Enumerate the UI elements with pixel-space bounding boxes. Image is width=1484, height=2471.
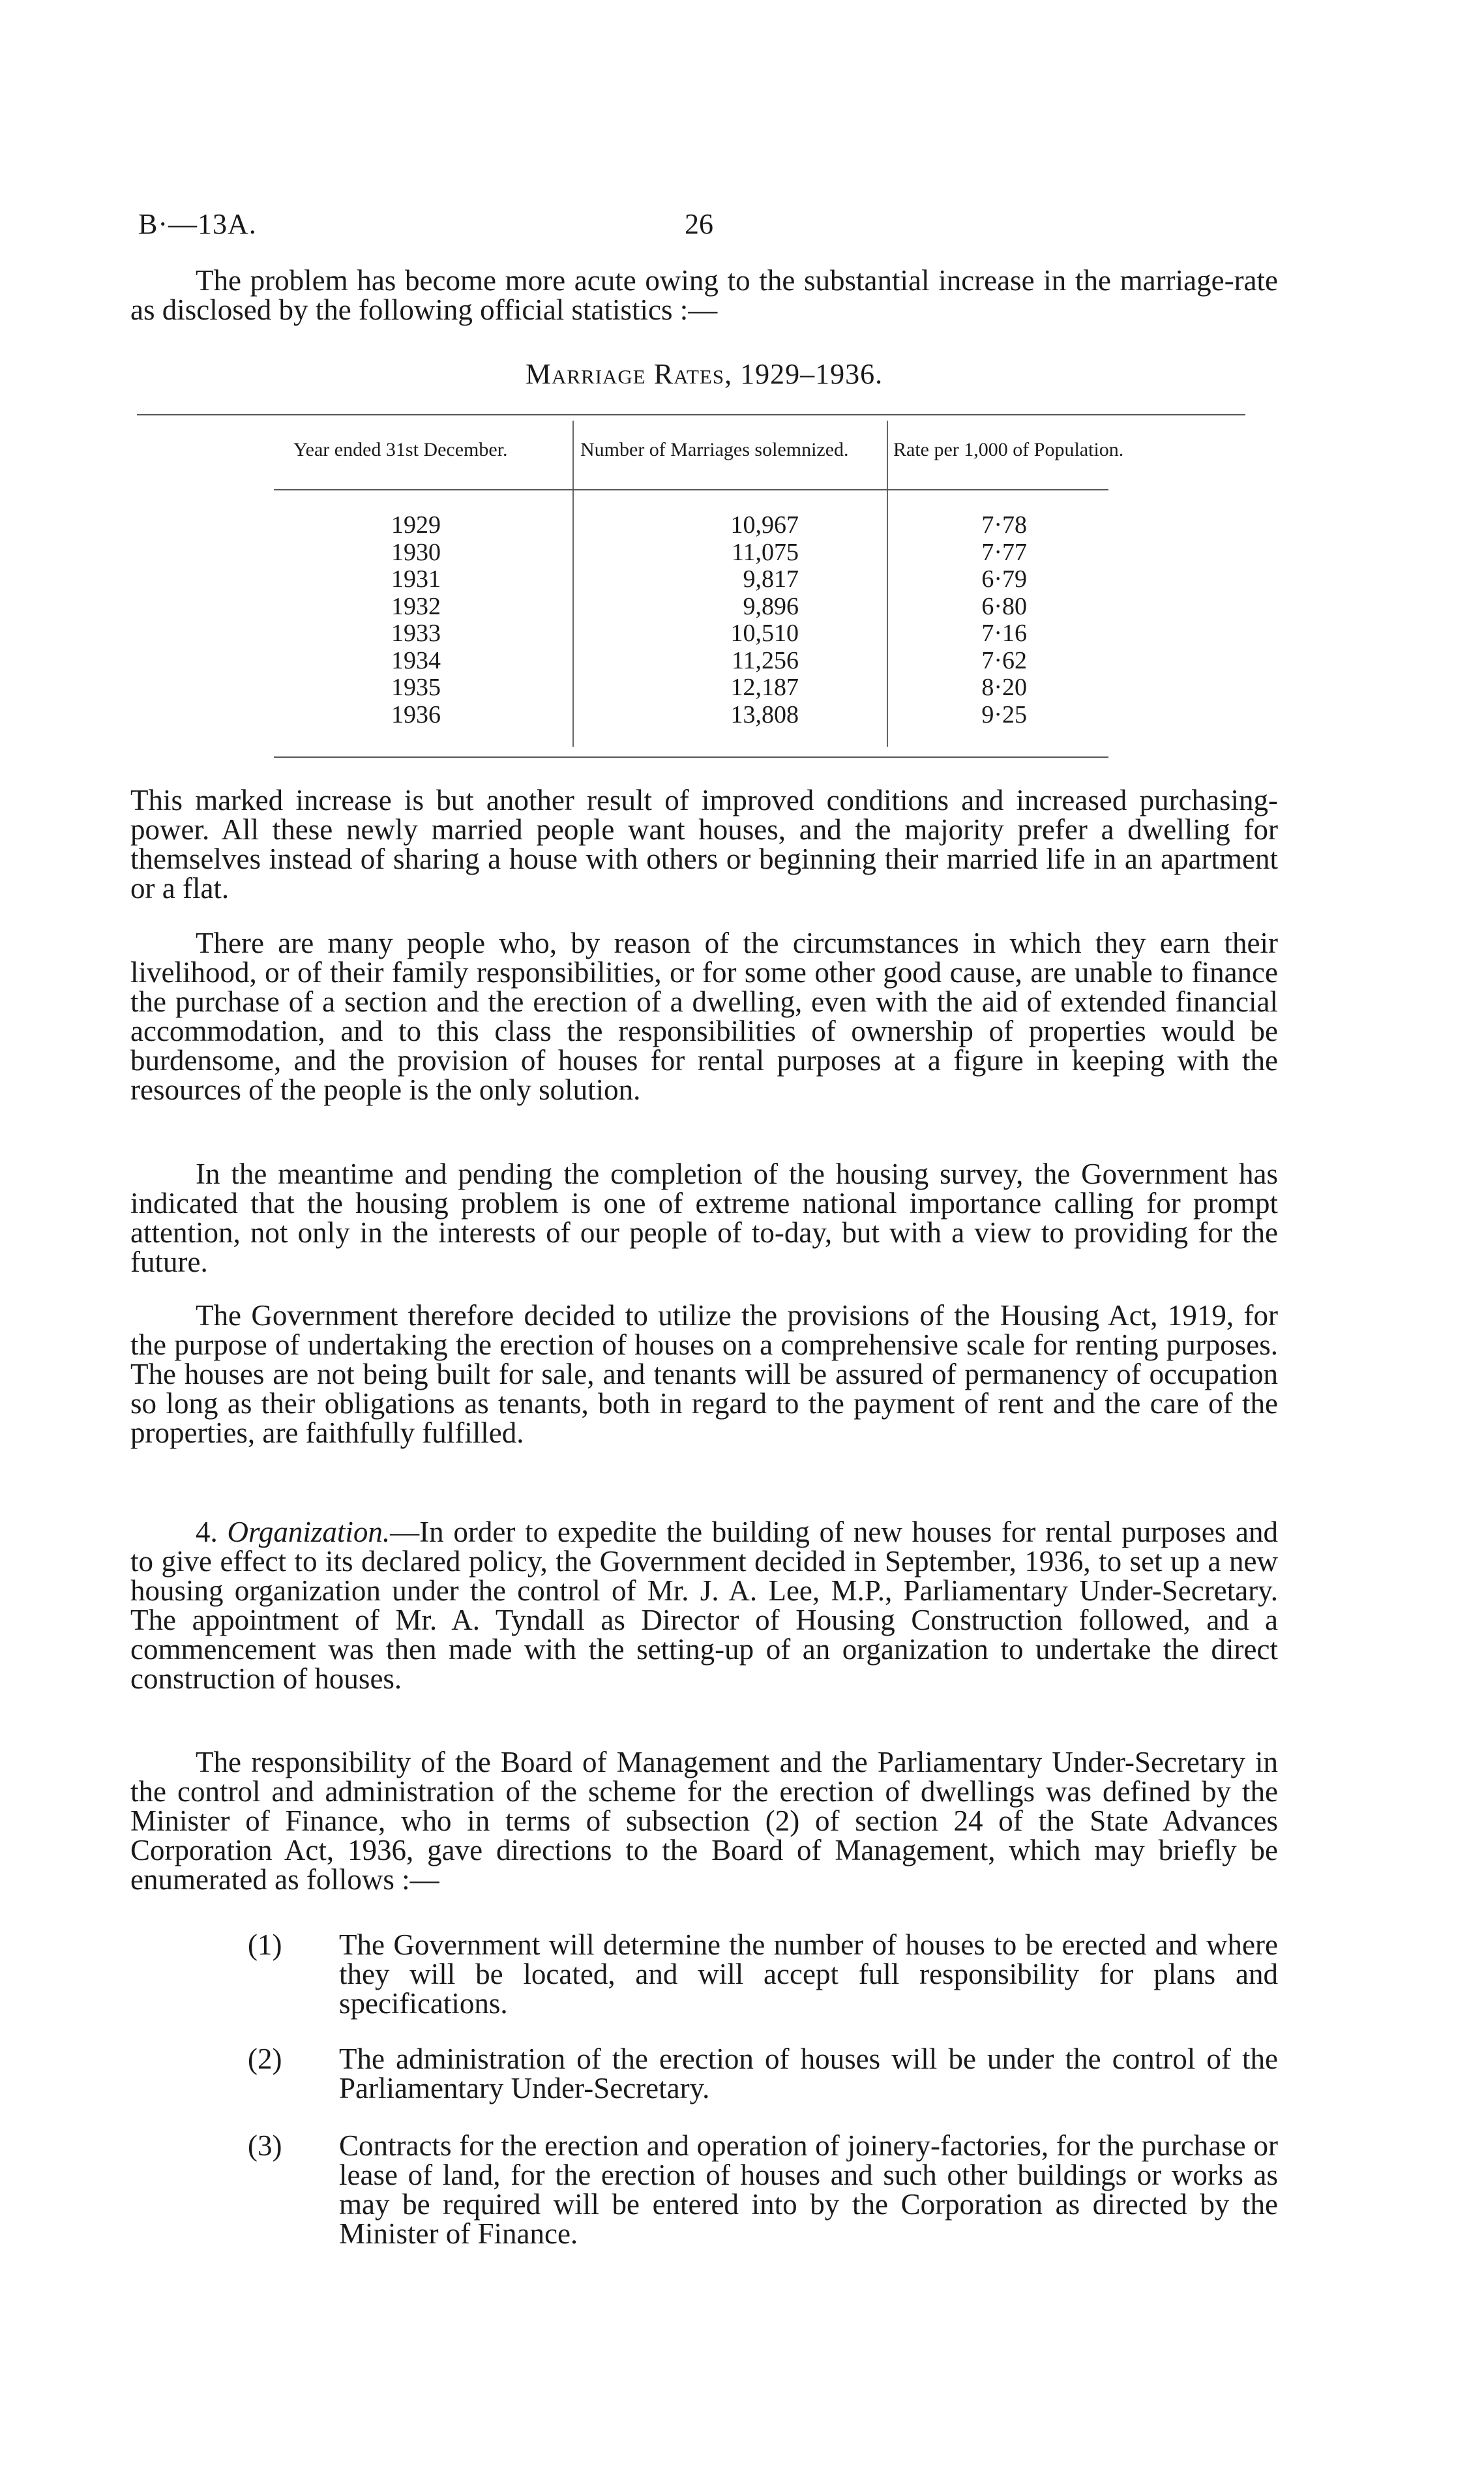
table-cell-year: 1930 [391,538,441,566]
table-cell-rate: 7·62 [981,646,1027,674]
table-cell-rate: 9·25 [981,700,1027,728]
table-top-rule [137,414,1245,415]
rate-column [955,512,1027,728]
table-cell-marriages: 11,075 [731,538,799,566]
table-cell-year: 1933 [391,620,441,647]
paragraph [130,786,1278,903]
list-item [248,2131,1278,2249]
section-body: —In order to expedite the building of new houses for rental purposes and to give effect to its declared policy, the Government decided in September, 1936, to set up a new housing organization under the control of Mr. J. A. Lee, M.P., Parliamentary Under-Secretary. The appointment of Mr. A. Tyndall as Director of Housing Construction followed, and a commencement was then made with the setting-up of an organization to undertake the direct construction of houses. [130,1516,1279,1695]
column-header-rate: Rate per 1,000 of Population. [893,439,1124,460]
year-column [391,512,469,728]
table-cell-marriages: 10,510 [730,620,799,647]
paragraph-text: In the meantime and pending the completion of the housing survey, the Government has indicated that the housing problem is one of extreme national importance calling for prompt attention, not only in the interests of our people of to-day, but with a view to providing for the future. [130,1158,1278,1278]
table-cell-rate: 7·16 [981,620,1027,647]
list-item-body [248,2044,1278,2103]
section-number: 4. [196,1516,218,1548]
table-cell-rate: 6·80 [981,592,1027,620]
paragraph-text: The responsibility of the Board of Management and the Parliamentary Under-Secretary in the control and administration of the scheme for the erection of dwellings was defined by the Minister of Finance, who in terms of subsection (2) of section 24 of the State Advances Corporation Act, 1936, gave directions to the Board of Management, which may briefly be enumerated as follows :— [130,1746,1278,1896]
table-cell-rate: 8·20 [981,674,1027,701]
table-cell-marriages: 9,896 [743,592,799,620]
table-cell-marriages: 10,967 [730,511,799,539]
paragraph-text: There are many people who, by reason of the circumstances in which they earn their livelihood, or of their family responsibilities, or for some other good cause, are unable to finance the purchase of a section and the erection of a dwelling, even with the aid of extended financial accommodation, and to this class the responsibilities of ownership of properties would be burdensome, and the provision of houses for rental purposes at a figure in keeping with the resources of the people is the only solution. [130,927,1278,1106]
table-cell-rate: 7·78 [981,511,1027,539]
list-item-body [248,1930,1278,2018]
table-header-rule [274,489,1108,490]
column-header-marriages: Number of Marriages solemnized. [580,439,849,460]
table-cell-marriages: 9,817 [743,565,799,593]
table-cell-marriages: 11,256 [731,646,799,674]
column-divider-1 [572,421,574,747]
list-item-label: (2) [248,2043,282,2075]
table-cell-year: 1929 [391,511,441,539]
list-item [248,1930,1278,2018]
table-cell-marriages: 13,808 [730,700,799,728]
page-number: 26 [685,208,713,240]
table-cell-marriages: 12,187 [730,674,799,701]
list-item [248,2044,1278,2103]
list-item-body [248,2131,1278,2249]
table-cell-year: 1935 [391,674,441,701]
paragraph [130,1748,1278,1894]
table-title: Marriage Rates, 1929–1936. [525,358,883,390]
intro-text: The problem has become more acute owing to the substantial increase in the marriage-rate as disclosed by the following official statistics :— [130,264,1278,326]
paragraph-text: This marked increase is but another result of improved conditions and increased purchasing-power. All these newly married people want houses, and the majority prefer a dwelling for themselves instead of sharing a house with others or beginning their married life in an apartment or a flat. [130,784,1278,905]
table-cell-year: 1932 [391,592,441,620]
list-item-text: The Government will determine the number of houses to be erected and where they will be located, and will accept full responsibility for plans and specifications. [339,1928,1278,2020]
list-item-text: Contracts for the erection and operation of joinery-factories, for the purchase or lease of land, for the erection of houses and such other buildings or works as may be required will be entered into by the Corporation as directed by the Minister of Finance. [339,2129,1278,2250]
marriages-column [632,512,799,728]
document-reference: B·—13A. [138,208,257,240]
paragraph-text: The Government therefore decided to utilize the provisions of the Housing Act, 1919, for the purpose of undertaking the erection of houses on a comprehensive scale for renting purposes. The houses are not being built for sale, and tenants will be assured of permanency of occupation so long as their obligations as tenants, both in regard to the payment of rent and the care of the properties, are faithfully fulfilled. [130,1299,1278,1449]
column-divider-2 [887,421,888,747]
list-item-text: The administration of the erection of houses will be under the control of the Parliamentary Under-Secretary. [339,2043,1278,2104]
table-cell-rate: 7·77 [981,538,1027,566]
table-cell-year: 1934 [391,646,441,674]
paragraph [130,1160,1278,1277]
section-heading: Organization. [227,1516,391,1548]
section-paragraph [130,1518,1278,1694]
column-header-year: Year ended 31st December. [293,439,508,460]
table-bottom-rule [274,756,1108,758]
table-cell-year: 1936 [391,700,441,728]
page-header [130,207,1278,247]
paragraph [130,929,1278,1105]
list-item-label: (1) [248,1928,282,1961]
table-cell-year: 1931 [391,565,441,593]
paragraph [130,1301,1278,1448]
list-item-label: (3) [248,2129,282,2162]
table-cell-rate: 6·79 [981,565,1027,593]
intro-paragraph [130,266,1278,325]
section-text [130,1518,1278,1694]
